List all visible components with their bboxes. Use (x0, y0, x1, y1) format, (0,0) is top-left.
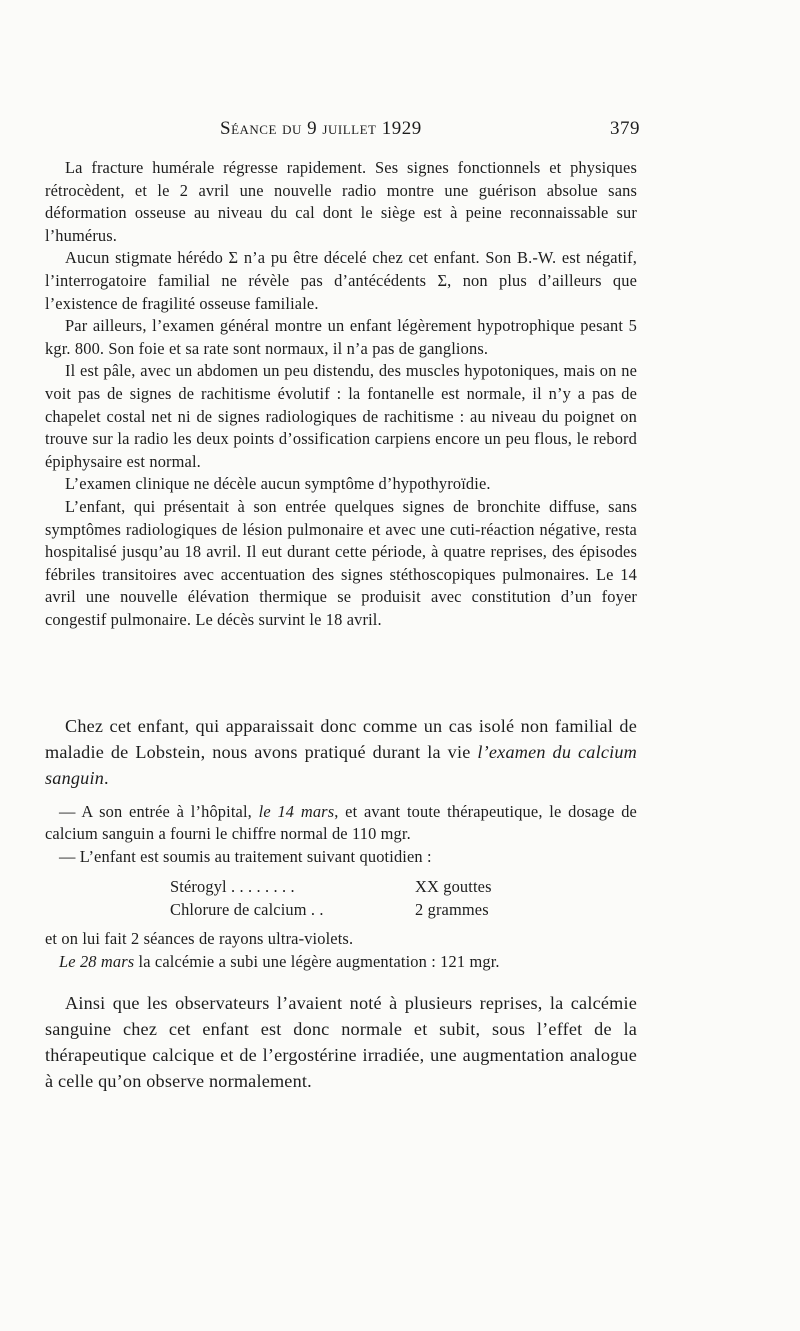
lab-results (45, 801, 637, 973)
date: Le 28 mars (59, 951, 135, 971)
page-number: 379 (610, 118, 640, 139)
paragraph: L’examen clinique ne décèle aucun symptôme d’hypothyroïdie. (65, 474, 491, 494)
lab-line: et on lui fait 2 séances de rayons ultra-violets. (45, 929, 354, 949)
lab-line: — L’enfant est soumis au traitement suivant quotidien : (59, 846, 432, 866)
paragraph: Ainsi que les observateurs l’avaient noté à plusieurs reprises, la calcémie sanguine chez cet enfant est donc normale et subit, sous l’effet de la thérapeutique calcique et de l’ergostérine irradiée, une augmentation analogue à celle qu’on observe normalement. (45, 993, 637, 1091)
treatment-dose: 2 grammes (415, 900, 489, 920)
paragraph: Aucun stigmate hérédo Σ n’a pu être décelé chez cet enfant. Son B.-W. est négatif, l’interrogatoire familial ne révèle pas d’antécédents Σ, non plus d’ailleurs que l’existence de fragilité osseuse familiale. (45, 248, 637, 313)
lab-line (45, 951, 637, 973)
text: — A son entrée à l’hôpital, (59, 802, 259, 821)
treatment-name: Chlorure de calcium . . (170, 900, 324, 920)
text: , et avant toute thérapeutique, le dosage de calcium sanguin a fourni le chiffre normal de 110 mgr. (45, 802, 637, 844)
lab-line (45, 801, 637, 846)
punctuation: . (104, 768, 109, 788)
body-text (45, 157, 637, 631)
paragraph (45, 713, 637, 791)
conclusion (45, 990, 637, 1094)
date: le 14 mars (258, 802, 335, 821)
conclusion-intro (45, 713, 637, 791)
paragraph-text: Chez cet enfant, qui apparaissait donc comme un cas isolé non familial de maladie de Lobstein, nous avons pratiqué durant la vie (45, 716, 637, 762)
text: la calcémie a subi une légère augmentation : 121 mgr. (134, 951, 500, 971)
treatment-row (170, 899, 637, 922)
running-head (45, 118, 640, 142)
running-head-title: Séance du 9 juillet 1929 (220, 118, 422, 139)
treatment-table (45, 876, 637, 922)
paragraph: Par ailleurs, l’examen général montre un enfant légèrement hypotrophique pesant 5 kgr. 800. Son foie et sa rate sont normaux, il n’a pas de ganglions. (45, 316, 637, 358)
treatment-row (170, 876, 637, 899)
emphasis: l’examen du calcium sanguin (45, 742, 637, 788)
paragraph: L’enfant, qui présentait à son entrée quelques signes de bronchite diffuse, sans symptômes radiologiques de lésion pulmonaire et avec une cuti-réaction négative, resta hospitalisé jusqu’au 18 avril. Il eut durant cette période, à quatre reprises, des épisodes fébriles transitoires avec accentuation des signes stéthoscopiques pulmonaires. Le 14 avril une nouvelle élévation thermique se produisit avec constitution d’un foyer congestif pulmonaire. Le décès survint le 18 avril. (45, 496, 637, 629)
treatment-dose: XX gouttes (415, 877, 492, 897)
paragraph: Il est pâle, avec un abdomen un peu distendu, des muscles hypotoniques, mais on ne voit pas de signes de rachitisme évolutif : la fontanelle est normale, il n’y a pas de chapelet costal net ni de signes radiologiques de rachitisme : au niveau du poignet on trouve sur la radio les deux points d’ossification carpiens encore un peu flous, le rebord épiphysaire est normal. (45, 361, 637, 471)
treatment-name: Stérogyl . . . . . . . . (170, 877, 295, 897)
paragraph: La fracture humérale régresse rapidement. Ses signes fonctionnels et physiques rétrocèdent, et le 2 avril une nouvelle radio montre une guérison absolue sans déformation osseuse au niveau du cal dont le siège est à peine reconnaissable sur l’humérus. (45, 158, 637, 245)
